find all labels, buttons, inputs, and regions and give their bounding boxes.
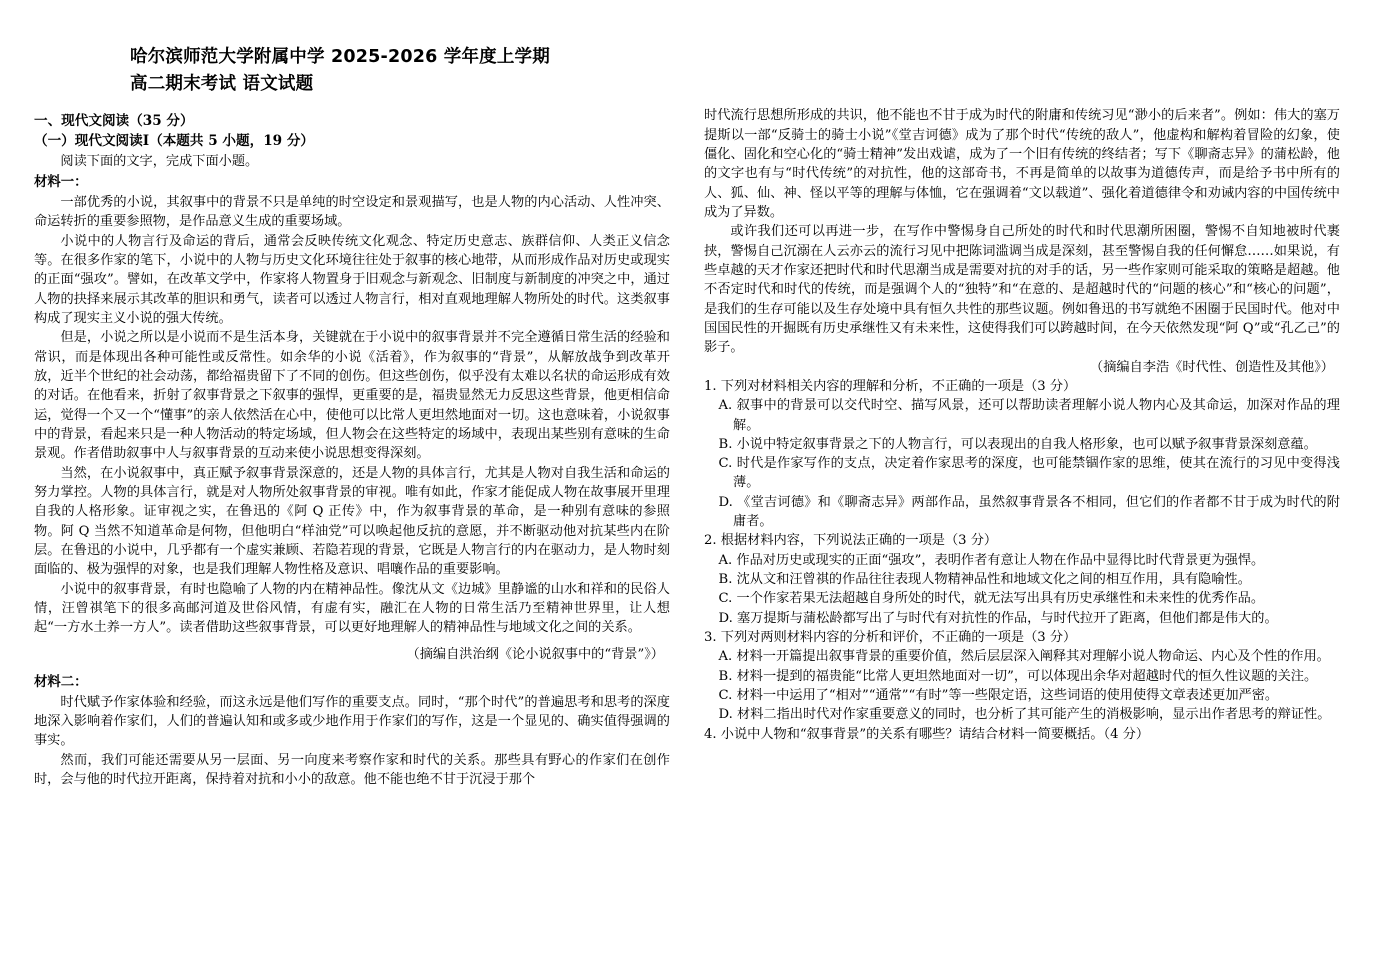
question-option: C. 材料一中运用了“相对”“通常”“有时”等一些限定语，这些词语的使用使得文章表述更加严密。	[718, 688, 1279, 704]
question-option: B. 小说中特定叙事背景之下的人物言行，可以表现出的自我人格形象，也可以赋予叙事背景深刻意蕴。	[718, 436, 1317, 452]
material-two-continued-paragraph: 时代流行思想所形成的共识，他不能也不甘于成为时代的附庸和传统习见“渺小的后来者”。例如：伟大的塞万提斯以一部“反骑士的骑士小说”《堂吉诃德》成为了那个时代“传统的敌人”，他虚构和解构着冒险的幻象，使僵化、固化和空心化的“骑士精神”发出戏谑，成为了一个旧有传统的终结者；写下《聊斋志异》的蒲松龄，他的文字也有与“时代传统”的对抗性，他的这部奇书，不再是简单的以故事为道德传声，而是给予书中所有的人、狐、仙、神、怪以平等的理解与体恤，它在强调着“文以载道”、强化着道德律令和劝诫内容的中国传统中成为了异数。	[704, 108, 1340, 220]
two-column-body	[34, 106, 1342, 789]
material-one-paragraph: 当然，在小说叙事中，真正赋予叙事背景深意的，还是人物的具体言行，尤其是人物对自我生活和命运的努力掌控。人物的具体言行，就是对人物所处叙事背景的审视。唯有如此，作家才能促成人物在故事展开里理自我的人格形象。证审视之实，在鲁迅的《阿 Q 正传》中，作为叙事背景的革命，是一种别有意味的参照物。阿 Q 当然不知道革命是何物，但他明白“样油党”可以唤起他反抗的意愿，并不断驱动他对抗某些内在阶层。在鲁迅的小说中，几乎都有一个虚实兼顾、若隐若现的背景，它既是人物言行的内在驱动力，是人物时刻面临的、极为强悍的对象，也是我们理解人物性格及意识、唱嚷作品的重要影响。	[34, 465, 670, 578]
question-option: A. 材料一开篇提出叙事背景的重要价值，然后层层深入阐释其对理解小说人物命运、内心及个性的作用。	[718, 649, 1330, 665]
material-one-source: （摘编自洪治纲《论小说叙事中的“背景”》）	[406, 646, 664, 662]
title-line-2: 高二期末考试 语文试题	[130, 74, 314, 95]
question-option: D. 《堂吉诃德》和《聊斋志异》两部作品，虽然叙事背景各不相同，但它们的作者都不甘于成为时代的附庸者。	[718, 494, 1340, 530]
material-one-paragraph: 小说中的叙事背景，有时也隐喻了人物的内在精神品性。像沈从文《边城》里静谧的山水和祥和的民俗人情，汪曾祺笔下的很多高邮河道及世俗风情，有虚有实，融汇在人物的日常生活乃至精神世界里，让人想起“一方水土养一方人”。读者借助这些叙事背景，可以更好地理解人的精神品性与地域文化之间的关系。	[34, 581, 670, 636]
material-one-paragraph: 但是，小说之所以是小说而不是生活本身，关键就在于小说中的叙事背景并不完全遵循日常生活的经验和常识，而是体现出各种可能性或反常性。如余华的小说《活着》，作为叙事的“背景”，从解放战争到改革开放，近半个世纪的社会动荡，都给福贵留下了不同的创伤。但这些创伤，似乎没有太难以名状的命运形成有效的对话。在他看来，折射了叙事背景之下叙事的强悍，更重要的是，福贵显然无力反思这些背景，他更相信命运，觉得一个又一个“懂事”的亲人依然活在心中，使他可以比常人更坦然地面对一切。这也意味着，小说叙事中的背景，看起来只是一种人物活动的特定场域，但人物会在这些特定的场域中，表现出某些别有意味的生命景观。作者借助叙事中人与叙事背景的互动来使小说思想变得深刻。	[34, 330, 670, 462]
left-column	[34, 106, 670, 789]
material-one-paragraph: 小说中的人物言行及命运的背后，通常会反映传统文化观念、特定历史意志、族群信仰、人类正义信念等。在很多作家的笔下，小说中的人物与历史文化环境往往处于叙事的核心地带，从而形成作品对历史或现实的正面“强攻”。譬如，在改革文学中，作家将人物置身于旧观念与新观念、旧制度与新制度的冲突之中，通过人物的抉择来展示其改革的胆识和勇气，读者可以透过人物言行，相对直观地理解人物所处的时代。这类叙事构成了现实主义小说的强大传统。	[34, 233, 670, 326]
question-stem: 3. 下列对两则材料内容的分析和评价，不正确的一项是（3 分）	[704, 630, 1077, 646]
sub-heading: （一）现代文阅读Ⅰ（本题共 5 小题，19 分）	[34, 133, 315, 150]
question-option: D. 塞万提斯与蒲松龄都写出了与时代有对抗性的作品，与时代拉开了距离，但他们都是伟大的。	[718, 610, 1278, 626]
section-heading: 一、现代文阅读（35 分）	[34, 113, 194, 130]
question-option: A. 作品对历史或现实的正面“强攻”，表明作者有意让人物在作品中显得比时代背景更为强悍。	[718, 552, 1265, 568]
material-two-label: 材料二：	[34, 673, 88, 690]
title-line-1: 哈尔滨师范大学附属中学 2025-2026 学年度上学期	[130, 47, 550, 67]
material-two-paragraph: 时代赋予作家体验和经验，而这永远是他们写作的重要支点。同时，“那个时代”的普遍思考和思考的深度地深入影响着作家们，人们的普遍认知和或多或少地作用于作家们的写作，这是一个显见的、确实值得强调的事实。	[34, 694, 670, 749]
right-column	[704, 106, 1340, 789]
instruction-text: 阅读下面的文字，完成下面小题。	[60, 154, 259, 170]
paper-title	[130, 44, 1342, 98]
material-one-paragraph: 一部优秀的小说，其叙事中的背景不只是单纯的时空设定和景观描写，也是人物的内心活动、人性冲突、命运转折的重要参照物，是作品意义生成的重要场域。	[34, 195, 670, 230]
question-option: B. 沈从文和汪曾祺的作品往往表现人物精神品性和地域文化之间的相互作用，具有隐喻性。	[718, 572, 1251, 588]
material-two-paragraph: 然而，我们可能还需要从另一层面、另一向度来考察作家和时代的关系。那些具有野心的作家们在创作时，会与他的时代拉开距离，保持着对抗和小小的敌意。他不能也绝不甘于沉浸于那个	[34, 752, 670, 787]
material-two-continued-paragraph: 或许我们还可以再进一步，在写作中警惕身自己所处的时代和时代思潮所困圈，警惕不自知地被时代裹挟，警惕自己沉溺在人云亦云的流行习见中把陈词滥调当成是深刻，甚至警惕自我的任何懈怠……如果说，有些卓越的天才作家还把时代和时代思潮当成是需要对抗的对手的话，另一些作家则可能采取的策略是超越。他不否定时代和时代的传统，而是强调个人的“独特”和“在意的、是超越时代的“问题的核心”和“核心的问题”，是我们的生存可能以及生存处境中具有恒久共性的那些议题。例如鲁迅的书写就绝不困圈于民国时代。他对中国国民性的开掘既有历史承继性又有未来性，这使得我们可以跨越时间，在今天依然发现“阿 Q”或“孔乙己”的影子。	[704, 224, 1340, 356]
material-one-label: 材料一：	[34, 174, 88, 191]
question-option: C. 时代是作家写作的支点，决定着作家思考的深度，也可能禁锢作家的思维，使其在流行的习见中变得浅薄。	[718, 456, 1340, 491]
material-two-source: （摘编自李浩《时代性、创造性及其他》）	[1090, 359, 1334, 375]
question-stem: 4. 小说中人物和“叙事背景”的关系有哪些？请结合材料一简要概括。（4 分）	[704, 726, 1150, 742]
question-option: B. 材料一提到的福贵能“比常人更坦然地面对一切”，可以体现出余华对超越时代的恒久性议题的关注。	[718, 668, 1318, 684]
question-stem: 2. 根据材料内容，下列说法正确的一项是（3 分）	[704, 533, 998, 549]
question-option: D. 材料二指出时代对作家重要意义的同时，也分析了其可能产生的消极影响，显示出作者思考的辩证性。	[718, 707, 1331, 723]
question-option: A. 叙事中的背景可以交代时空、描写风景，还可以帮助读者理解小说人物内心及其命运，加深对作品的理解。	[718, 398, 1340, 433]
question-stem: 1. 下列对材料相关内容的理解和分析，不正确的一项是（3 分）	[704, 378, 1077, 394]
question-option: C. 一个作家若果无法超越自身所处的时代，就无法写出具有历史承继性和未来性的优秀作品。	[718, 591, 1265, 607]
